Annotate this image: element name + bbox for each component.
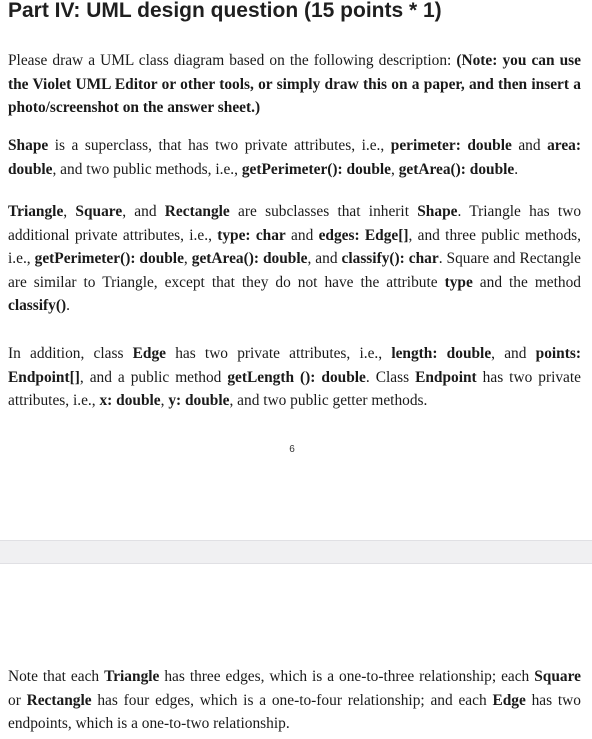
term-points-attr: points: Endpoint[] [8, 345, 581, 386]
edge-endpoint-paragraph [8, 342, 581, 413]
page-separator [0, 540, 592, 564]
term-getperimeter: getPerimeter(): double [241, 160, 391, 178]
text-run: are subclasses that inherit [229, 203, 418, 220]
text-run: In addition, class [8, 345, 133, 362]
text-run: . [66, 297, 70, 314]
text-run: . Square and Rectangle are similar to Triangle, except that they do not have the attribute [8, 250, 581, 291]
term-triangle: Triangle [8, 203, 64, 220]
term-rectangle: Rectangle [26, 691, 92, 709]
text-run: or [8, 691, 27, 709]
term-shape: Shape [417, 203, 458, 220]
term-edge: Edge [492, 691, 526, 709]
term-type-attr: type: char [217, 226, 286, 244]
term-classify-method: classify() [8, 297, 67, 314]
text-run: , [183, 250, 192, 267]
relationship-paragraph [8, 665, 581, 736]
text-run: . [514, 160, 519, 178]
term-endpoint: Endpoint [415, 368, 477, 386]
text-run: has two private attributes, i.e., [166, 345, 392, 362]
term-square: Square [75, 203, 123, 220]
text-run: , and two public getter methods. [229, 392, 428, 409]
term-shape: Shape [8, 137, 49, 154]
term-edges-attr: edges: Edge[] [318, 226, 409, 244]
text-run: has two endpoints, which is a one-to-two relationship. [8, 691, 581, 732]
text-run: Please draw a UML class diagram based on the following description: [8, 52, 457, 69]
text-run: has two private attributes, i.e., [8, 368, 581, 409]
text-run: and [511, 137, 548, 154]
subclasses-paragraph [8, 200, 581, 318]
term-length-attr: length: double [391, 345, 492, 362]
text-run: , and a public method [79, 368, 228, 386]
term-area-attr: area: double [8, 137, 581, 178]
text-run: . Triangle has two additional private attributes, i.e., [8, 203, 582, 244]
shape-paragraph [8, 134, 581, 181]
page-number: 6 [289, 444, 295, 455]
text-run: . Class [365, 368, 416, 386]
text-run: has three edges, which is a one-to-three relationship; each [159, 668, 535, 685]
term-type: type [444, 273, 473, 291]
section-heading: Part IV: UML design question (15 points * 1) [8, 0, 442, 22]
term-rectangle: Rectangle [164, 203, 230, 220]
term-classify: classify(): char [341, 250, 439, 267]
text-run: has four edges, which is a one-to-four relationship; and each [91, 691, 493, 709]
term-getperimeter: getPerimeter(): double [34, 250, 184, 267]
instruction-paragraph [8, 49, 581, 120]
term-getarea: getArea(): double [191, 250, 308, 267]
text-run: , and three public methods, i.e., [8, 226, 581, 267]
text-run: , and [307, 250, 342, 267]
term-getlength: getLength (): double [227, 368, 366, 386]
text-run: and the method [472, 273, 581, 291]
text-run: , and [122, 203, 165, 220]
term-getarea: getArea(): double [398, 160, 515, 178]
term-y-attr: y: double [168, 392, 230, 409]
text-run: is a superclass, that has two private attributes, i.e., [48, 137, 391, 154]
term-square: Square [534, 668, 581, 685]
text-run: , and [491, 345, 536, 362]
document-page-2 [0, 564, 592, 739]
text-run: and [285, 226, 319, 244]
term-perimeter-attr: perimeter: double [390, 137, 512, 154]
text-run: Note that each [8, 668, 105, 685]
text-run: , [160, 392, 169, 409]
term-triangle: Triangle [104, 668, 160, 685]
note-bold: (Note: you can use the Violet UML Editor or other tools, or simply draw this on a paper, and then insert a photo/screenshot on the answer sheet.) [8, 52, 581, 116]
text-run: , and two public methods, i.e., [52, 160, 242, 178]
text-run: , [391, 160, 399, 178]
term-edge: Edge [132, 345, 166, 362]
text-run: , [63, 203, 76, 220]
term-x-attr: x: double [99, 392, 161, 409]
